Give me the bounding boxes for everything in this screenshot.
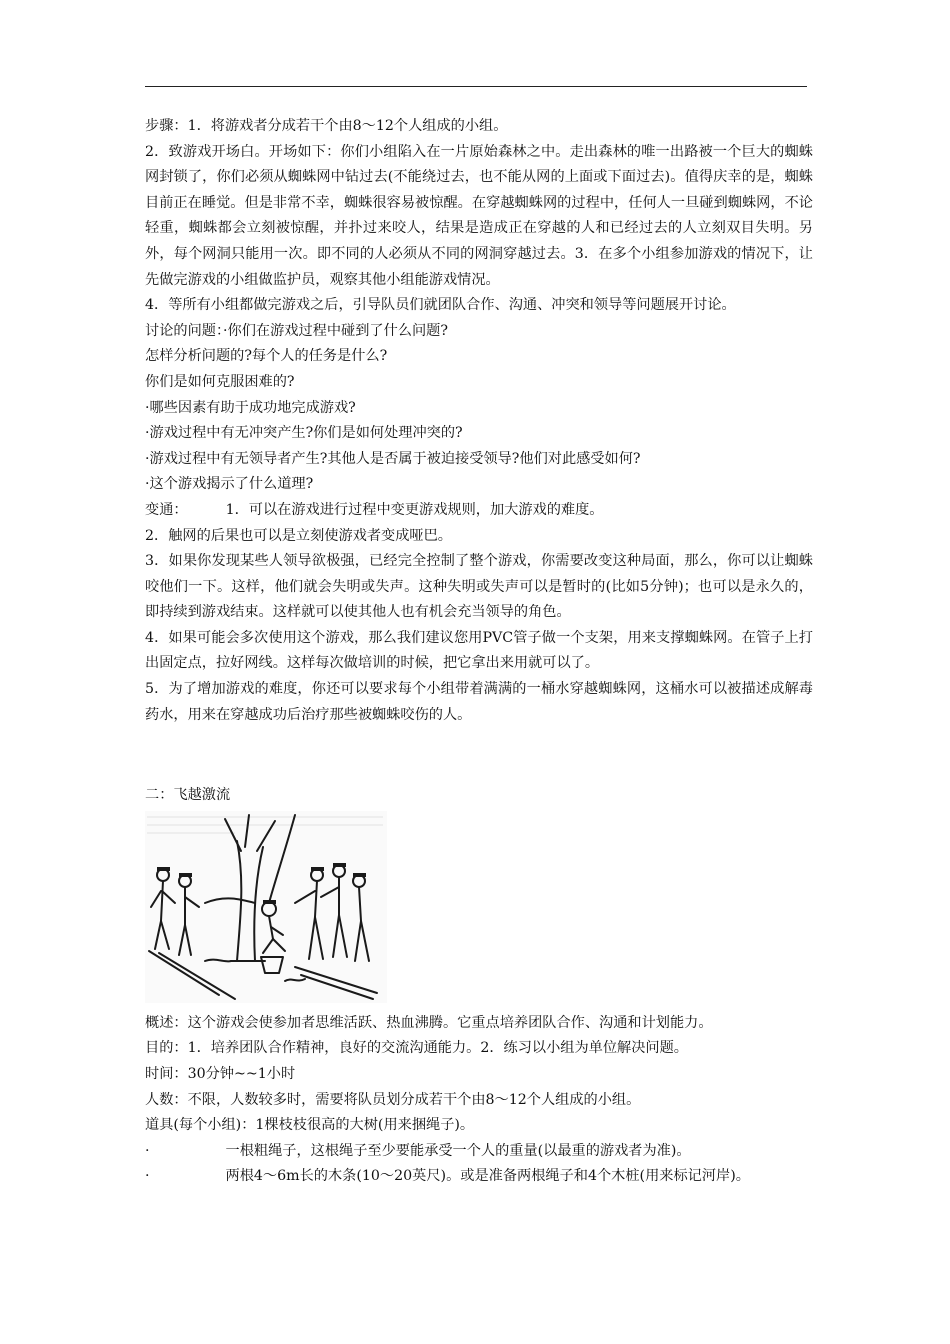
variation-item-5: 5．为了增加游戏的难度，你还可以要求每个小组带着满满的一桶水穿越蜘蛛网，这桶水可以被描述成解毒药水，用来在穿越成功后治疗那些被蜘蛛咬伤的人。 [145,681,813,723]
header-rule [145,86,807,87]
discussion-question-5: ·游戏过程中有无冲突产生?你们是如何处理冲突的? [145,425,463,442]
variation-line-1 [145,498,813,524]
props-bullet-1 [145,1139,813,1165]
bullet-mark: · [145,1142,150,1159]
discussion-question-2: 怎样分析问题的?每个人的任务是什么? [145,348,388,365]
steps-paragraph-2: 2．致游戏开场白。开场如下：你们小组陷入在一片原始森林之中。走出森林的唯一出路被一个巨大的蜘蛛网封锁了，你们必须从蜘蛛网中钻过去(不能绕过去，也不能从网的上面或下面过去)。值得庆幸的是，蜘蛛目前正在睡觉。但是非常不幸，蜘蛛很容易被惊醒。在穿越蜘蛛网的过程中，任何人一旦碰到蜘蛛网，不论轻重，蜘蛛都会立刻被惊醒，并扑过来咬人，结果是造成正在穿越的人和已经过去的人立刻双目失明。另外，每个网洞只能用一次。即不同的人必须从不同的网洞穿越过去。3．在多个小组参加游戏的情况下，让先做完游戏的小组做监护员，观察其他小组能游戏情况。 [145,143,813,288]
overview-line: 概述：这个游戏会使参加者思维活跃、热血沸腾。它重点培养团队合作、沟通和计划能力。 [145,1014,713,1031]
purpose-line: 目的：1．培养团队合作精神，良好的交流沟通能力。2．练习以小组为单位解决问题。 [145,1040,688,1057]
river-crossing-game-section [145,1011,813,1190]
document-body [145,114,813,1190]
discussion-question-1: 讨论的问题：·你们在游戏过程中碰到了什么问题? [145,322,448,339]
illustration-river-crossing [145,811,387,1003]
spider-web-game-section [145,114,813,728]
variation-label: 变通： [145,501,188,518]
river-crossing-drawing [145,811,387,1003]
steps-paragraph-4: 4．等所有小组都做完游戏之后，引导队员们就团队合作、沟通、冲突和领导等问题展开讨论。 [145,297,736,314]
props-bullet-2-text: 两根4～6m长的木条(10～20英尺)。或是准备两根绳子和4个木桩(用来标记河岸)。 [225,1168,750,1185]
variation-item-3: 3．如果你发现某些人领导欲极强，已经完全控制了整个游戏，你需要改变这种局面，那么，你可以让蜘蛛咬他们一下。这样，他们就会失明或失声。这种失明或失声可以是暂时的(比如5分钟)；也可以是永久的，即持续到游戏结束。这样就可以使其他人也有机会充当领导的角色。 [145,553,813,621]
section-2-title: 二：飞越激流 [145,787,231,804]
discussion-question-6: ·游戏过程中有无领导者产生?其他人是否属于被迫接受领导?他们对此感受如何? [145,450,641,467]
steps-paragraph-1: 步骤：1．将游戏者分成若干个由8～12个人组成的小组。 [145,118,508,134]
props-line: 道具(每个小组)：1棵枝枝很高的大树(用来捆绳子)。 [145,1117,475,1134]
participants-line: 人数：不限，人数较多时，需要将队员划分成若干个由8～12个人组成的小组。 [145,1091,641,1108]
bullet-mark: · [145,1168,150,1185]
variation-item-1: 1．可以在游戏进行过程中变更游戏规则，加大游戏的难度。 [225,501,604,518]
props-bullet-1-text: 一根粗绳子，这根绳子至少要能承受一个人的重量(以最重的游戏者为准)。 [225,1142,691,1159]
discussion-question-4: ·哪些因素有助于成功地完成游戏? [145,399,356,416]
discussion-question-3: 你们是如何克服困难的? [145,373,295,390]
time-line: 时间：30分钟~~1小时 [145,1066,296,1083]
props-bullet-2 [145,1164,813,1190]
variation-item-4: 4．如果可能会多次使用这个游戏，那么我们建议您用PVC管子做一个支架，用来支撑蜘蛛网。在管子上打出固定点，拉好网线。这样每次做培训的时候，把它拿出来用就可以了。 [145,629,813,672]
variation-item-2: 2．触网的后果也可以是立刻使游戏者变成哑巴。 [145,527,452,544]
discussion-question-7: ·这个游戏揭示了什么道理? [145,476,314,493]
